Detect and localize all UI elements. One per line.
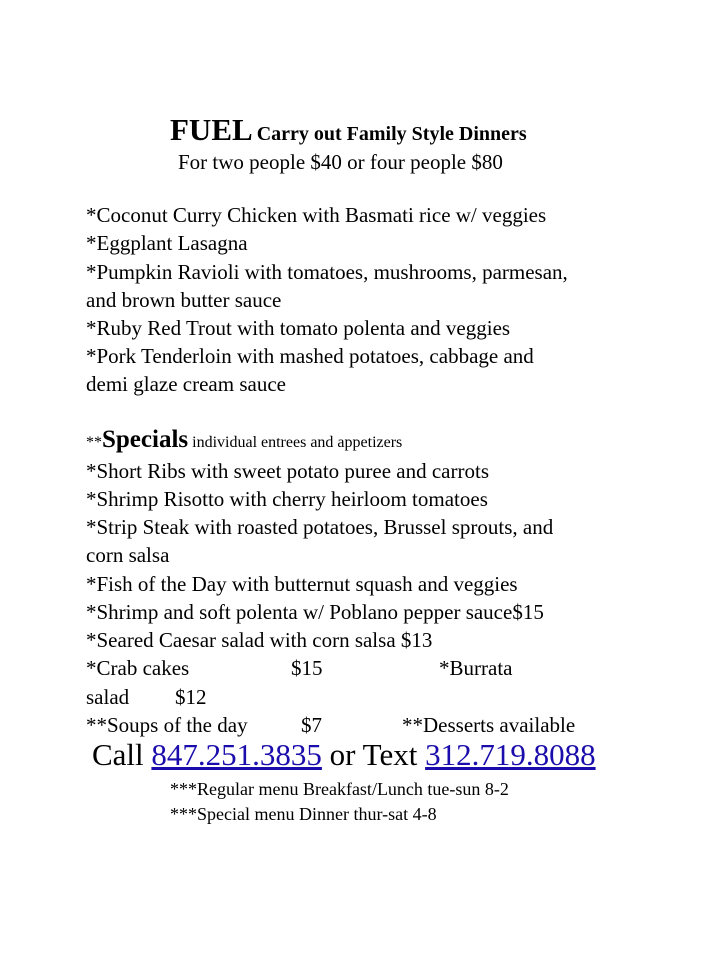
specials-prefix: ** — [86, 434, 102, 451]
burrata-price: $12 — [175, 685, 207, 709]
menu-title — [170, 112, 527, 148]
dinner-item-continued: and brown butter sauce — [86, 288, 282, 312]
soups-item: **Soups of the day — [86, 713, 248, 737]
title-text: Carry out Family Style Dinners — [256, 123, 527, 145]
special-item: *Strip Steak with roasted potatoes, Brussel sprouts, and — [86, 515, 554, 539]
specials-label: Specials — [102, 426, 189, 453]
crab-cakes-price: $15 — [291, 656, 323, 680]
specials-heading — [86, 426, 402, 454]
dinner-item: *Pork Tenderloin with mashed potatoes, cabbage and — [86, 344, 534, 368]
special-item: *Fish of the Day with butternut squash and veggies — [86, 572, 518, 596]
brand-name: FUEL — [170, 112, 253, 147]
call-phone-link[interactable]: 847.251.3835 — [151, 737, 322, 772]
dinner-item-continued: demi glaze cream sauce — [86, 372, 286, 396]
dinner-item: *Ruby Red Trout with tomato polenta and veggies — [86, 316, 511, 340]
desserts-item: **Desserts available — [402, 713, 576, 737]
hours-note: ***Regular menu Breakfast/Lunch tue-sun 8-2 — [170, 779, 509, 799]
special-item: *Shrimp Risotto with cherry heirloom tomatoes — [86, 487, 488, 511]
burrata-item: *Burrata — [439, 656, 513, 680]
call-label: Call — [92, 737, 144, 772]
hours-note: ***Special menu Dinner thur-sat 4-8 — [170, 804, 437, 824]
crab-cakes-item: *Crab cakes — [86, 656, 190, 680]
burrata-item-continued: salad — [86, 685, 130, 709]
text-phone-link[interactable]: 312.719.8088 — [425, 737, 596, 772]
contact-line — [92, 737, 596, 773]
soups-price: $7 — [301, 713, 322, 737]
or-text-label: or Text — [329, 737, 418, 772]
special-item: *Seared Caesar salad with corn salsa $13 — [86, 628, 433, 652]
pricing-subtitle: For two people $40 or four people $80 — [178, 150, 503, 174]
dinner-item: *Coconut Curry Chicken with Basmati rice w/ veggies — [86, 203, 547, 227]
special-item-continued: corn salsa — [86, 543, 170, 567]
specials-note: individual entrees and appetizers — [192, 434, 403, 451]
special-item: *Short Ribs with sweet potato puree and carrots — [86, 459, 489, 483]
dinner-item: *Pumpkin Ravioli with tomatoes, mushrooms, parmesan, — [86, 260, 568, 284]
dinner-item: *Eggplant Lasagna — [86, 231, 248, 255]
special-item: *Shrimp and soft polenta w/ Poblano pepper sauce$15 — [86, 600, 544, 624]
